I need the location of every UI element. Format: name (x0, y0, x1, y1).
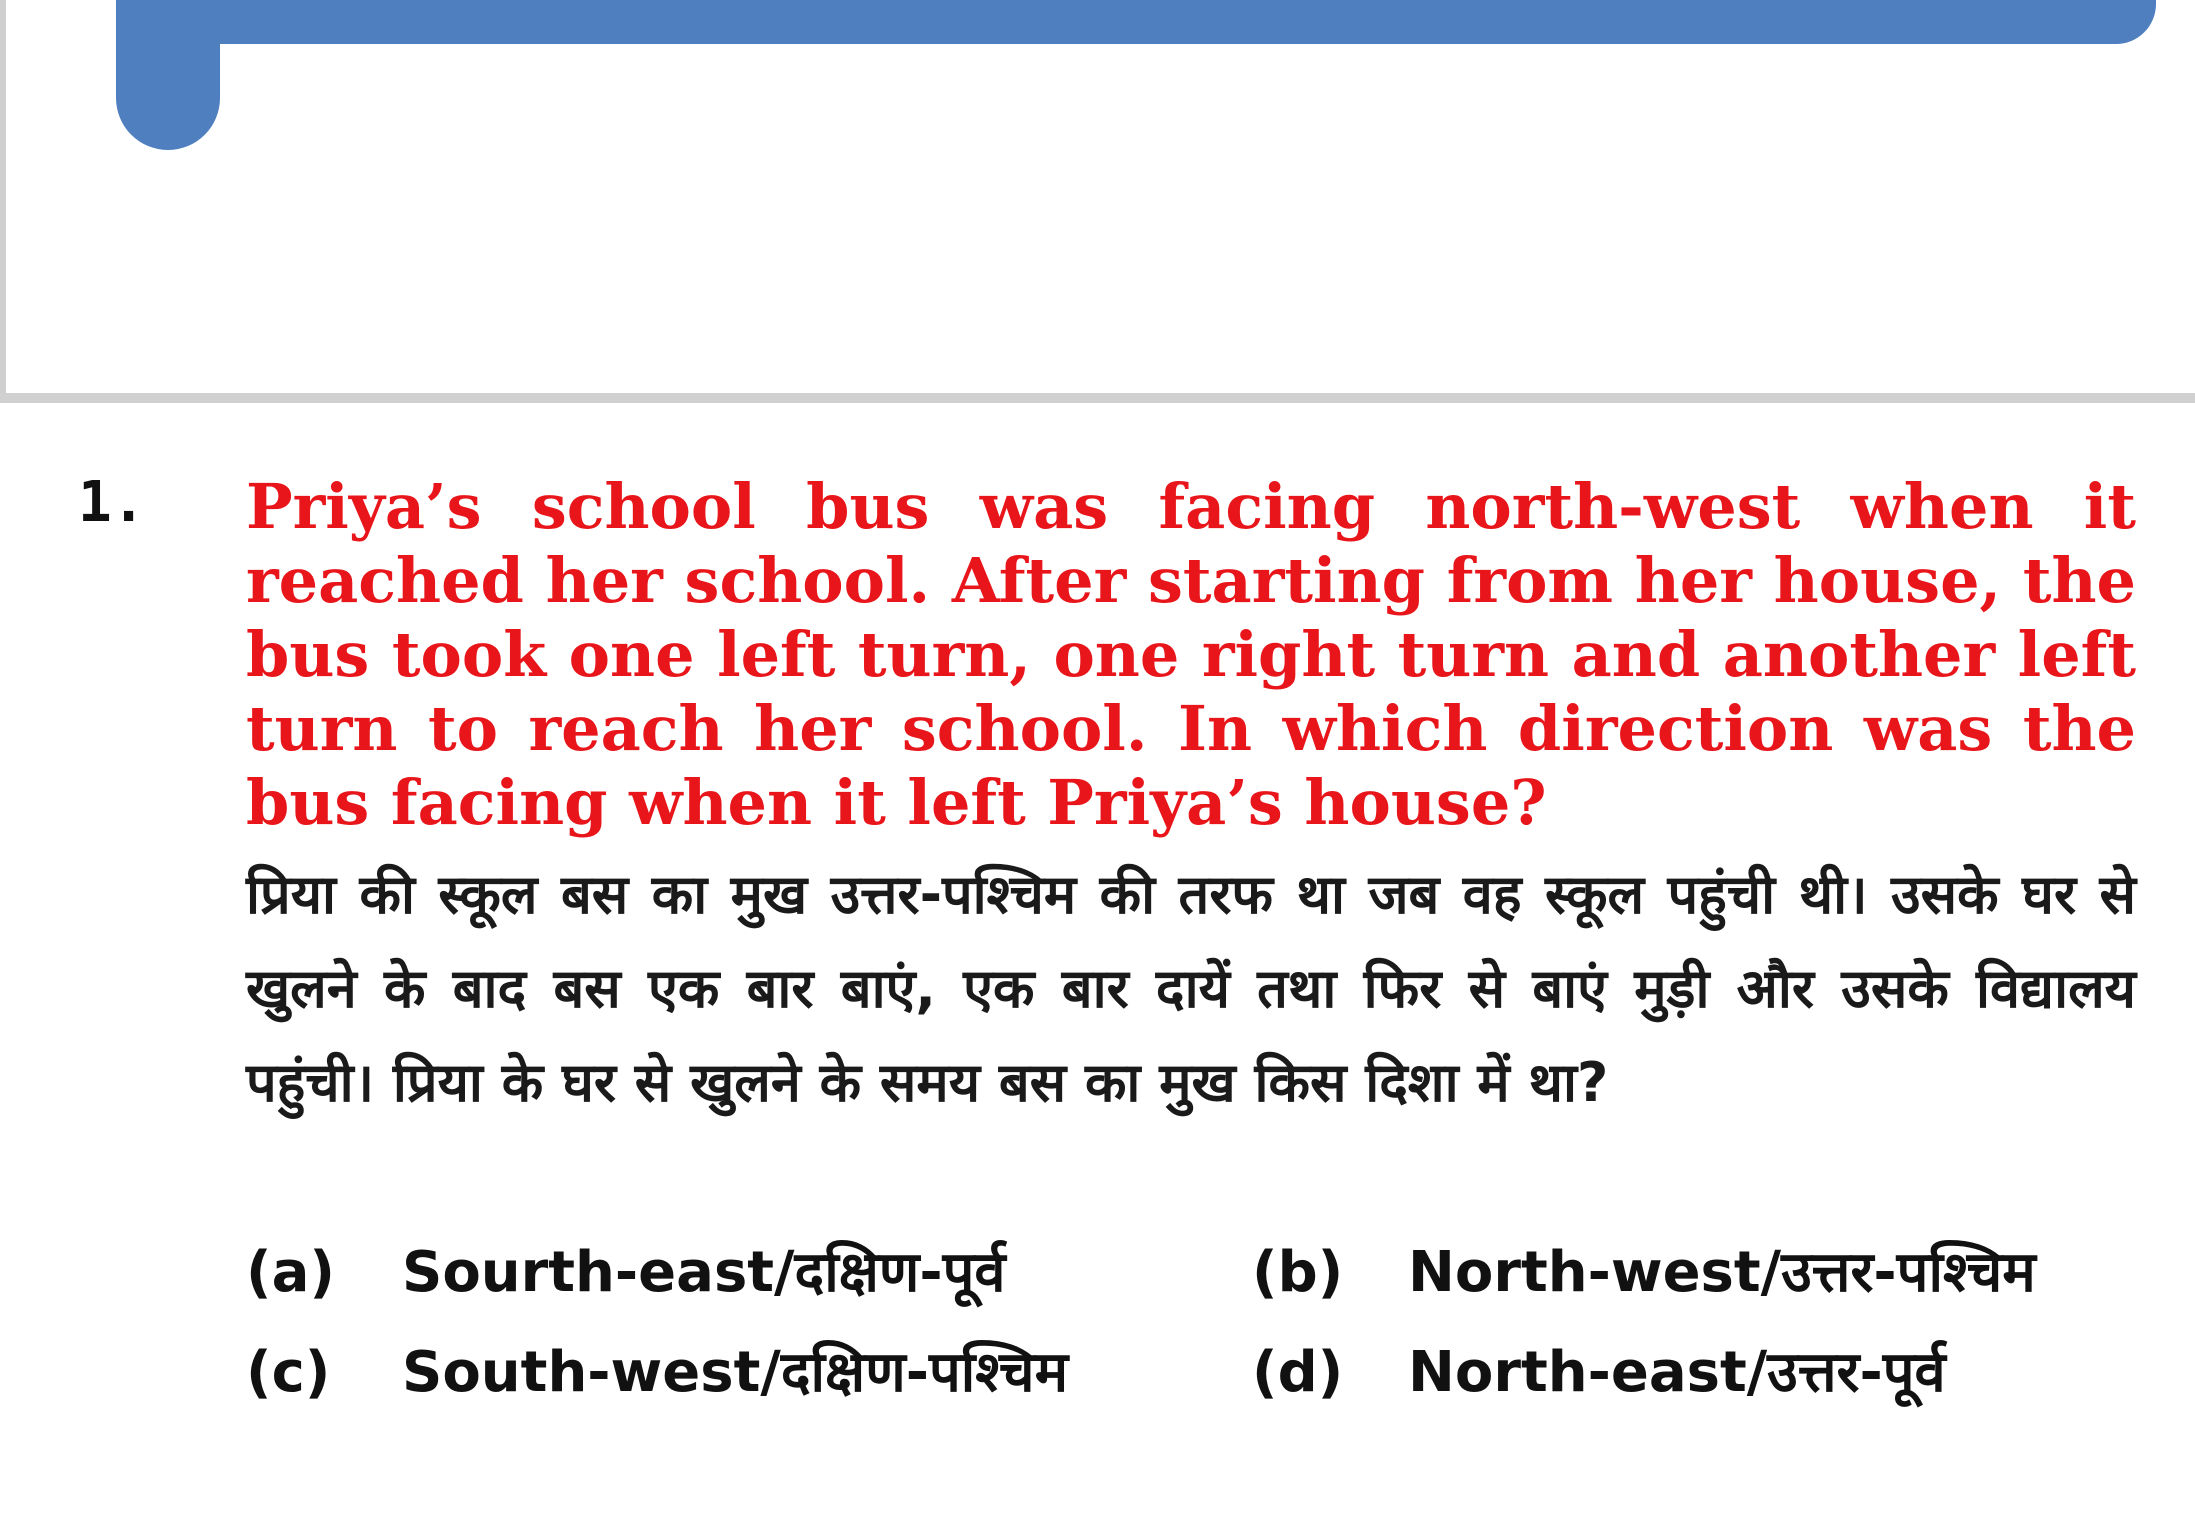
option-d[interactable] (1252, 1332, 1946, 1408)
option-a-label: (a) (246, 1240, 335, 1305)
decorative-blue-bar (116, 0, 2156, 44)
option-a-text: Sourth-east/दक्षिण-पूर्व (402, 1240, 1006, 1305)
option-a[interactable] (246, 1232, 1006, 1308)
question-text-english: Priya’s school bus was facing north-west when it reached her school. After starting from her house, the bus took one left turn, one right turn and another left turn to reach her school. In which direction was the bus facing when it left Priya’s house? (246, 470, 2136, 839)
option-c-label: (c) (246, 1340, 331, 1405)
option-b[interactable] (1252, 1232, 2036, 1308)
decorative-blue-tab (116, 0, 220, 150)
question-text-hindi: प्रिया की स्कूल बस का मुख उत्तर-पश्चिम की तरफ था जब वह स्कूल पहुंची थी। उसके घर से खुलने के बाद बस एक बार बाएं, एक बार दायें तथा फिर से बाएं मुड़ी और उसके विद्यालय पहुंची। प्रिया के घर से खुलने के समय बस का मुख किस दिशा में था? (246, 863, 2136, 1114)
option-b-label: (b) (1252, 1240, 1344, 1305)
header-panel (0, 0, 2195, 393)
option-d-label: (d) (1252, 1340, 1344, 1405)
option-c-text: South-west/दक्षिण-पश्चिम (402, 1340, 1069, 1405)
section-divider (0, 393, 2195, 403)
option-b-text: North-west/उत्तर-पश्चिम (1408, 1240, 2036, 1305)
option-c[interactable] (246, 1332, 1068, 1408)
option-d-text: North-east/उत्तर-पूर्व (1408, 1340, 1946, 1405)
question-number: 1. (78, 470, 146, 535)
